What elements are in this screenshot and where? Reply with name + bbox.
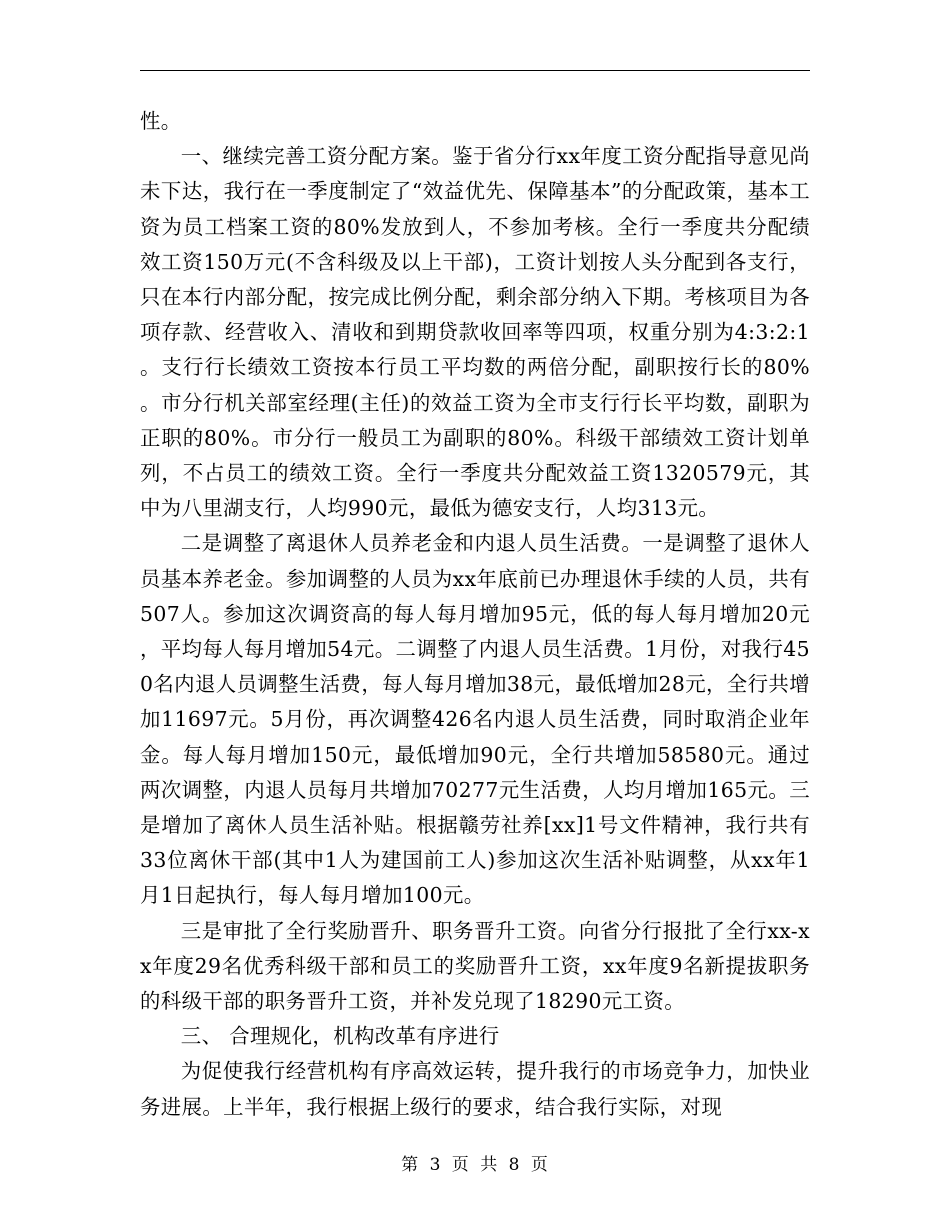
paragraph-retiree-adjustment: 二是调整了离退休人员养老金和内退人员生活费。一是调整了退休人员基本养老金。参加调整的人员为xx年底前已办理退休手续的人员，共有507人。参加这次调资高的每人每月增加95元，低的每人每月增加20元，平均每人每月增加54元。二调整了内退人员生活费。1月份，对我行450名内退人员调整生活费，每人每月增加38元，最低增加28元，全行共增加11697元。5月份，再次调整426名内退人员生活费，同时取消企业年金。每人每月增加150元，最低增加90元，全行共增加58580元。通过两次调整，内退人员每月共增加70277元生活费，人均月增加165元。三是增加了离休人员生活补贴。根据赣劳社养[xx]1号文件精神，我行共有33位离休干部(其中1人为建国前工人)参加这次生活补贴调整，从xx年1月1日起执行，每人每月增加100元。 — [140, 531, 810, 908]
total-page-count: 8 — [508, 1155, 521, 1175]
paragraph-promotion-approval: 三是审批了全行奖励晋升、职务晋升工资。向省分行报批了全行xx-xx年度29名优秀科级干部和员工的奖励晋升工资，xx年度9名新提拔职务的科级干部的职务晋升工资，并补发兑现了18290元工资。 — [140, 918, 810, 1014]
paragraph-restructuring: 为促使我行经营机构有序高效运转，提升我行的市场竞争力，加快业务进展。上半年，我行根据上级行的要求，结合我行实际，对现 — [140, 1059, 810, 1119]
current-page-number: 3 — [429, 1155, 442, 1175]
section-heading-restructuring: 三、 合理规化，机构改革有序进行 — [180, 1024, 500, 1049]
header-rule — [140, 70, 810, 71]
paragraph-continuation: 性。 — [140, 109, 182, 133]
footer-total-prefix: 共 — [480, 1155, 499, 1175]
paragraph-salary-distribution: 一、继续完善工资分配方案。鉴于省分行xx年度工资分配指导意见尚未下达，我行在一季度制定了“效益优先、保障基本”的分配政策，基本工资为员工档案工资的80%发放到人，不参加考核。全行一季度共分配绩效工资150万元(不含科级及以上干部)，工资计划按人头分配到各支行，只在本行内部分配，按完成比例分配，剩余部分纳入下期。考核项目为各项存款、经营收入、清收和到期贷款收回率等四项，权重分别为4:3:2:1。支行行长绩效工资按本行员工平均数的两倍分配，副职按行长的80%。市分行机关部室经理(主任)的效益工资为全市支行行长平均数，副职为正职的80%。市分行一般员工为副职的80%。科级干部绩效工资计划单列，不占员工的绩效工资。全行一季度共分配效益工资1320579元，其中为八里湖支行，人均990元，最低为德安支行，人均313元。 — [140, 144, 810, 521]
footer-prefix: 第 — [401, 1155, 420, 1175]
document-body — [140, 104, 810, 1125]
footer-page-word: 页 — [451, 1155, 470, 1175]
page-footer — [0, 1150, 950, 1175]
footer-page-word-end: 页 — [530, 1155, 549, 1175]
